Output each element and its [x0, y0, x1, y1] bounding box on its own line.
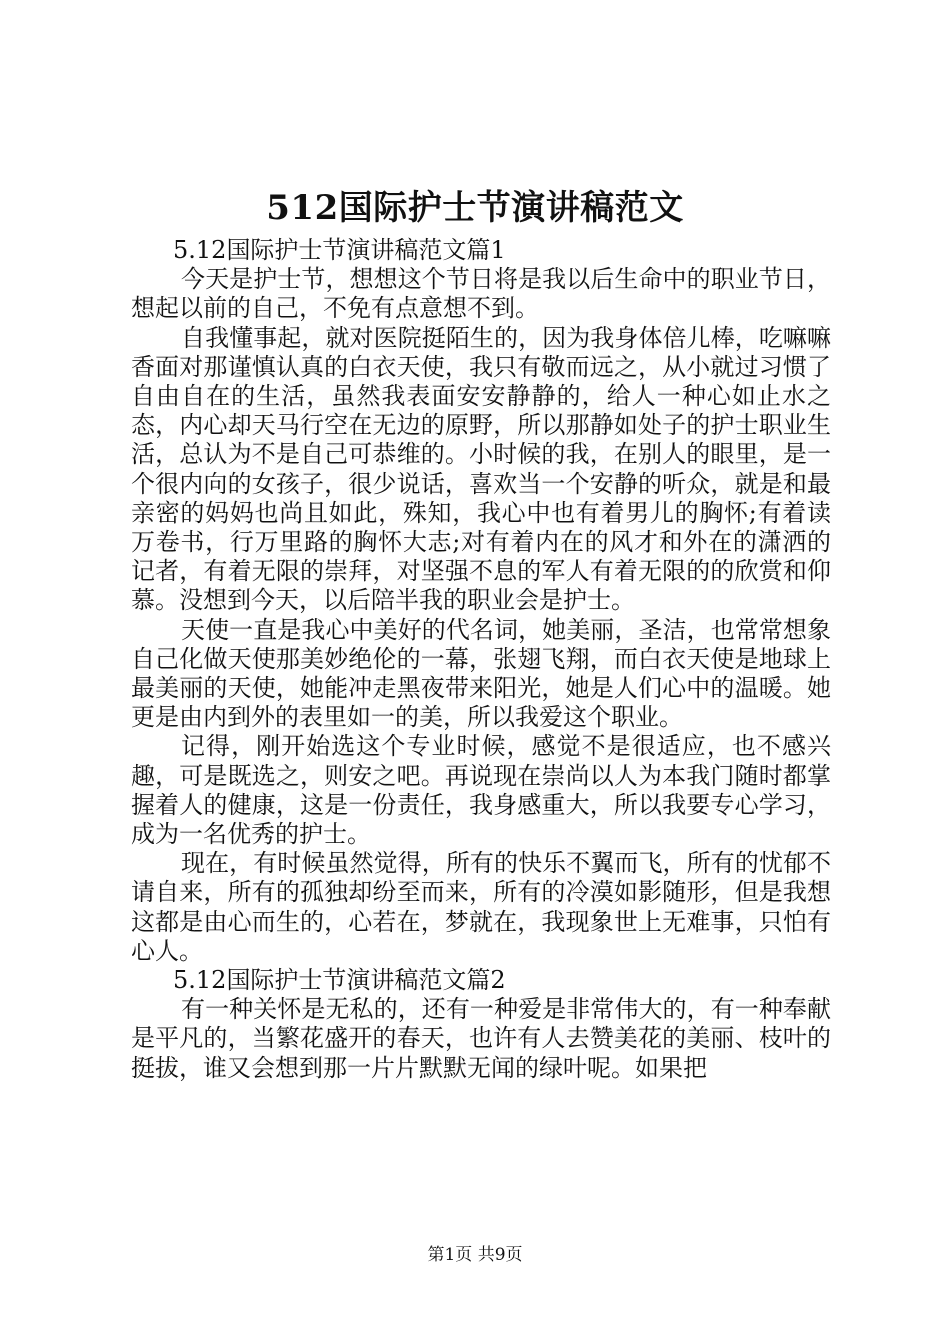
paragraph: 记得，刚开始选这个专业时候，感觉不是很适应，也不感兴趣，可是既选之，则安之吧。再说现在崇尚以人为本我门随时都掌握着人的健康，这是一份责任，我身感重大，所以我要专心学习，成为一名优秀的护士。 — [131, 732, 831, 849]
paragraph: 自我懂事起，就对医院挺陌生的，因为我身体倍儿棒，吃嘛嘛香面对那谨慎认真的白衣天使，我只有敬而远之，从小就过习惯了自由自在的生活，虽然我表面安安静静的，给人一种心如止水之态，内心却天马行空在无边的原野，所以那静如处子的护士职业生活，总认为不是自己可恭维的。小时候的我，在别人的眼里，是一个很内向的女孩子，很少说话，喜欢当一个安静的听众，就是和最亲密的妈妈也尚且如此，殊知，我心中也有着男儿的胸怀;有着读万卷书，行万里路的胸怀大志;对有着内在的风才和外在的潇洒的记者，有着无限的崇拜，对坚强不息的军人有着无限的的欣赏和仰慕。没想到今天，以后陪半我的职业会是护士。 — [131, 323, 831, 615]
section-heading-2: 5.12国际护士节演讲稿范文篇2 — [173, 966, 506, 995]
paragraph: 今天是护士节，想想这个节日将是我以后生命中的职业节日，想起以前的自己，不免有点意想不到。 — [131, 265, 831, 323]
page-footer: 第1页 共9页 — [427, 1245, 523, 1265]
paragraph: 现在，有时候虽然觉得，所有的快乐不翼而飞，所有的忧郁不请自来，所有的孤独却纷至而来，所有的冷漠如影随形，但是我想这都是由心而生的，心若在，梦就在，我现象世上无难事，只怕有心人。 — [131, 849, 831, 965]
document-body — [131, 236, 831, 1083]
paragraph: 有一种关怀是无私的，还有一种爱是非常伟大的，有一种奉献是平凡的，当繁花盛开的春天，也许有人去赞美花的美丽、枝叶的挺拔，谁又会想到那一片片默默无闻的绿叶呢。如果把 — [131, 995, 831, 1082]
paragraph: 天使一直是我心中美好的代名词，她美丽，圣洁，也常常想象自己化做天使那美妙绝伦的一幕，张翅飞翔，而白衣天使是地球上最美丽的天使，她能冲走黑夜带来阳光，她是人们心中的温暖。她更是由内到外的表里如一的美，所以我爱这个职业。 — [131, 615, 831, 732]
document-title: 512国际护士节演讲稿范文 — [266, 188, 684, 228]
section-heading-1: 5.12国际护士节演讲稿范文篇1 — [173, 236, 506, 264]
